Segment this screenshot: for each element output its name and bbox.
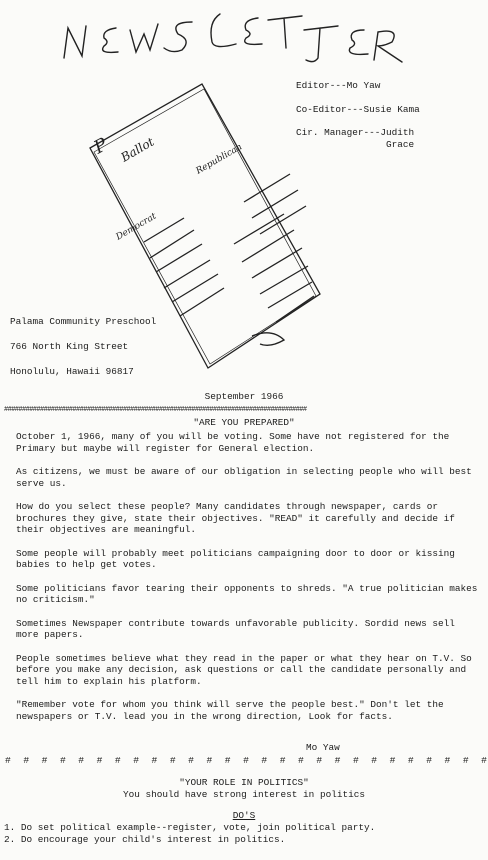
hash-glyph: # (334, 755, 341, 766)
hash-glyph: # (78, 755, 85, 766)
article-paragraph: People sometimes believe what they read in the paper or what they hear on T.V. So before you make any decision, ask questions or call the candidate personally and tell him to explain his platform. (16, 652, 472, 687)
masthead-title: NEWSLETTER (58, 8, 65, 9)
hash-glyph: # (206, 755, 213, 766)
hash-glyph: # (481, 755, 487, 766)
list-item: 2. Do encourage your child's interest in politics. (4, 833, 286, 845)
ballot-republican-label: Republican (194, 142, 245, 177)
hash-glyph: # (23, 755, 30, 766)
hash-glyph: # (5, 755, 11, 766)
list-item: 1. Do set political example--register, vote, join political party. (4, 822, 376, 833)
staff-cir-manager-line2: Grace (296, 138, 415, 150)
hash-glyph: # (462, 755, 469, 766)
article-body (16, 431, 478, 734)
article-paragraph: Sometimes Newspaper contribute towards unfavorable publicity. Sordid news sell more papers. (16, 617, 455, 640)
article2-subtitle: You should have strong interest in politics (123, 789, 365, 800)
article2-title: "YOUR ROLE IN POLITICS" (179, 777, 309, 788)
article-paragraph: October 1, 1966, many of you will be voting. Some have not registered for the Primary but maybe will register for General election. (16, 431, 450, 454)
article-paragraph: As citizens, we must be aware of our obligation in selecting people who will best serve us. (16, 466, 472, 489)
issue-date: September 1966 (204, 391, 284, 402)
hash-glyph: # (352, 755, 359, 766)
hash-glyph: # (261, 755, 268, 766)
ballot-p-label: P (90, 134, 112, 159)
hash-divider: #################################################################################### (4, 406, 307, 414)
hash-glyph: # (133, 755, 139, 766)
staff-list (296, 80, 481, 162)
article-signature: Mo Yaw (306, 742, 340, 753)
hash-glyph: # (243, 755, 249, 766)
article-title: "ARE YOU PREPARED" (193, 417, 295, 428)
address-street: 766 North King Street (10, 341, 129, 353)
hash-glyph: # (188, 755, 194, 766)
hash-glyph: # (151, 755, 158, 766)
hash-glyph: # (279, 755, 286, 766)
article-paragraph: "Remember vote for whom you think will serve the people best." Don't let the newspapers or T.V. lead you in the wrong direction, Look for facts. (16, 699, 444, 722)
hash-glyph: # (59, 755, 66, 766)
hash-glyph: # (298, 755, 304, 766)
hash-glyph: # (41, 755, 48, 766)
ballot-title-label: Ballot (118, 134, 157, 165)
hash-row-divider (5, 755, 487, 767)
dos-heading: DO'S (232, 810, 256, 821)
hash-glyph: # (96, 755, 103, 766)
hash-glyph: # (224, 755, 231, 766)
hash-glyph: # (407, 755, 414, 766)
hash-glyph: # (316, 755, 323, 766)
staff-co-editor: Co-Editor---Susie Kama (296, 103, 420, 115)
ballot-democrat-label: Democrat (114, 211, 159, 243)
dos-list (4, 822, 484, 845)
hash-glyph: # (169, 755, 176, 766)
hash-glyph: # (444, 755, 451, 766)
address-city: Honolulu, Hawaii 96817 (10, 366, 134, 378)
hash-glyph: # (114, 755, 121, 766)
address-block (10, 316, 156, 391)
hash-glyph: # (371, 755, 378, 766)
staff-cir-manager-line1: Cir. Manager---Judith (296, 127, 415, 138)
hash-glyph: # (426, 755, 432, 766)
article-paragraph: Some politicians favor tearing their opponents to shreds. "A true politician makes no criticism." (16, 582, 478, 605)
article-paragraph: How do you select these people? Many candidates through newspaper, cards or brochures they give, state their objectives. "READ" it carefully and decide if their objectives are meaningful. (16, 501, 455, 535)
article-paragraph: Some people will probably meet politicians campaigning door to door or kissing babies to help get votes. (16, 547, 455, 570)
address-org: Palama Community Preschool (10, 316, 157, 327)
staff-editor: Editor---Mo Yaw (296, 80, 381, 91)
masthead-lettering (58, 8, 408, 68)
hash-glyph: # (389, 755, 396, 766)
